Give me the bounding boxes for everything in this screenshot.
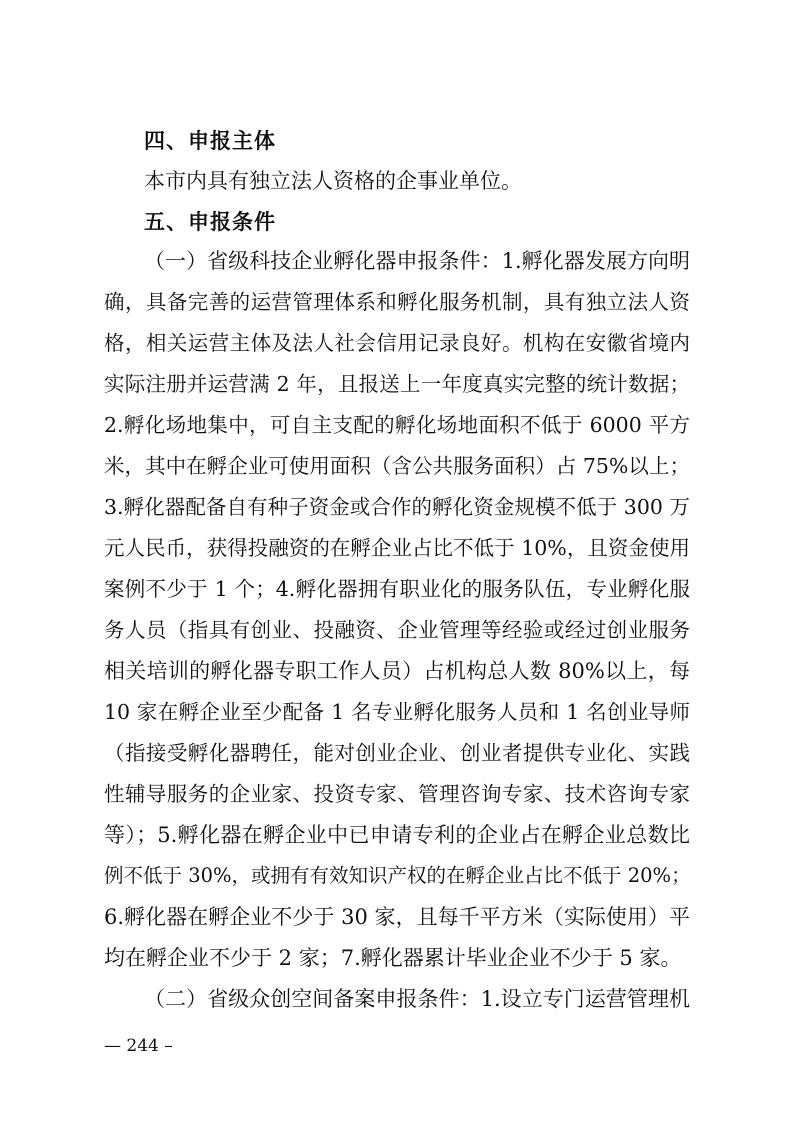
paragraph-line: 实际注册并运营满 2 年，且报送上一年度真实完整的统计数据； <box>104 372 690 396</box>
paragraph-line: （指接受孵化器聘任，能对创业企业、创业者提供专业化、实践 <box>104 741 690 765</box>
page-number: — 244 – <box>104 1036 173 1056</box>
paragraph-line: （二）省级众创空间备案申报条件：1.设立专门运营管理机 <box>144 987 690 1011</box>
paragraph-line: （一）省级科技企业孵化器申报条件：1.孵化器发展方向明 <box>144 249 690 273</box>
paragraph-line: 元人民币，获得投融资的在孵企业占比不低于 10%，且资金使用 <box>104 536 690 560</box>
paragraph-line: 性辅导服务的企业家、投资专家、管理咨询专家、技术咨询专家 <box>104 782 690 806</box>
paragraph-line: 等）；5.孵化器在孵企业中已申请专利的企业占在孵企业总数比 <box>104 823 690 847</box>
paragraph-applicant: 本市内具有独立法人资格的企事业单位。 <box>144 169 522 193</box>
paragraph-line: 10 家在孵企业至少配备 1 名专业孵化服务人员和 1 名创业导师 <box>104 700 690 724</box>
paragraph-line: 均在孵企业不少于 2 家；7.孵化器累计毕业企业不少于 5 家。 <box>104 946 682 970</box>
paragraph-line: 确，具备完善的运营管理体系和孵化服务机制，具有独立法人资 <box>104 290 690 314</box>
paragraph-line: 6.孵化器在孵企业不少于 30 家，且每千平方米（实际使用）平 <box>104 905 690 929</box>
paragraph-line: 格，相关运营主体及法人社会信用记录良好。机构在安徽省境内 <box>104 331 690 355</box>
section-heading-conditions: 五、申报条件 <box>144 210 276 234</box>
paragraph-line: 务人员（指具有创业、投融资、企业管理等经验或经过创业服务 <box>104 618 690 642</box>
paragraph-line: 3.孵化器配备自有种子资金或合作的孵化资金规模不低于 300 万 <box>104 495 690 519</box>
paragraph-line: 2.孵化场地集中，可自主支配的孵化场地面积不低于 6000 平方 <box>104 413 690 437</box>
paragraph-line: 相关培训的孵化器专职工作人员）占机构总人数 80%以上，每 <box>104 659 690 683</box>
section-heading-applicant: 四、申报主体 <box>144 129 276 153</box>
paragraph-line: 案例不少于 1 个；4.孵化器拥有职业化的服务队伍，专业孵化服 <box>104 577 690 601</box>
paragraph-line: 米，其中在孵企业可使用面积（含公共服务面积）占 75%以上； <box>104 454 690 478</box>
paragraph-line: 例不低于 30%，或拥有有效知识产权的在孵企业占比不低于 20%； <box>104 864 691 887</box>
